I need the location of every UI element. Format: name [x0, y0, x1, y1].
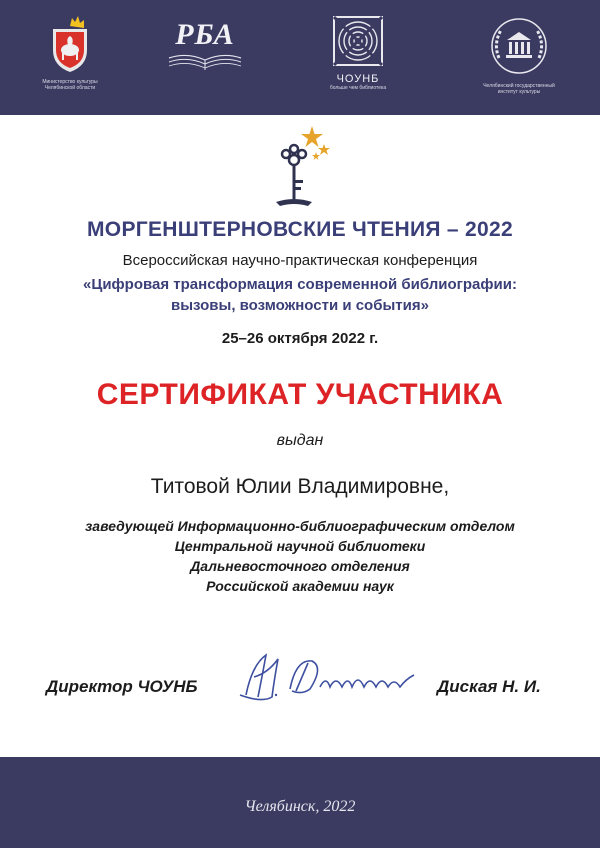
position-line-1: заведующей Информационно-библиографическим отделом	[85, 518, 515, 534]
header-band	[0, 0, 600, 115]
logo1-caption-line1: Министерство культуры	[42, 79, 98, 85]
coat-of-arms-icon	[48, 12, 92, 74]
signatory-name: Диская Н. И.	[437, 677, 541, 696]
logo4-caption-line1: Челябинский государственный	[483, 83, 555, 89]
conference-theme	[0, 274, 600, 316]
chounb-logo	[318, 16, 398, 91]
chounb-name: ЧОУНБ	[336, 73, 380, 85]
theme-line-2: вызовы, возможности и события»	[171, 297, 429, 314]
issued-label: выдан	[276, 432, 324, 449]
logo1-caption-line2: Челябинской области	[44, 85, 96, 91]
key-with-stars-emblem-icon	[268, 122, 338, 214]
position-line-4: Российской академии наук	[206, 578, 394, 594]
signatory-role: Директор ЧОУНБ	[46, 677, 198, 696]
city-and-year: Челябинск, 2022	[244, 798, 356, 815]
logo4-caption-line2: институт культуры	[497, 89, 541, 95]
conference-type: Всероссийская научно-практическая конференция	[122, 252, 478, 269]
chelyabinsk-coat-of-arms-logo	[30, 12, 110, 91]
event-dates: 25–26 октября 2022 г.	[221, 330, 379, 347]
certificate-title: СЕРТИФИКАТ УЧАСТНИКА	[96, 378, 504, 411]
event-title: МОРГЕНШТЕРНОВСКИЕ ЧТЕНИЯ – 2022	[87, 218, 513, 241]
position-line-2: Центральной научной библиотеки	[174, 538, 426, 554]
chounb-emblem-icon	[333, 16, 383, 66]
recipient-name: Титовой Юлии Владимировне,	[150, 475, 450, 498]
recipient-position	[0, 516, 600, 596]
open-book-icon	[165, 52, 245, 74]
institute-of-culture-logo	[474, 14, 564, 95]
position-line-3: Дальневосточного отделения	[190, 558, 410, 574]
chounb-tagline: больше чем библиотека	[329, 85, 387, 91]
institute-wreath-icon	[487, 14, 551, 78]
theme-line-1: «Цифровая трансформация современной библиографии:	[83, 276, 517, 293]
rba-logo	[160, 18, 250, 79]
rba-logo-text: РБА	[175, 18, 235, 51]
handwritten-signature	[232, 645, 422, 707]
